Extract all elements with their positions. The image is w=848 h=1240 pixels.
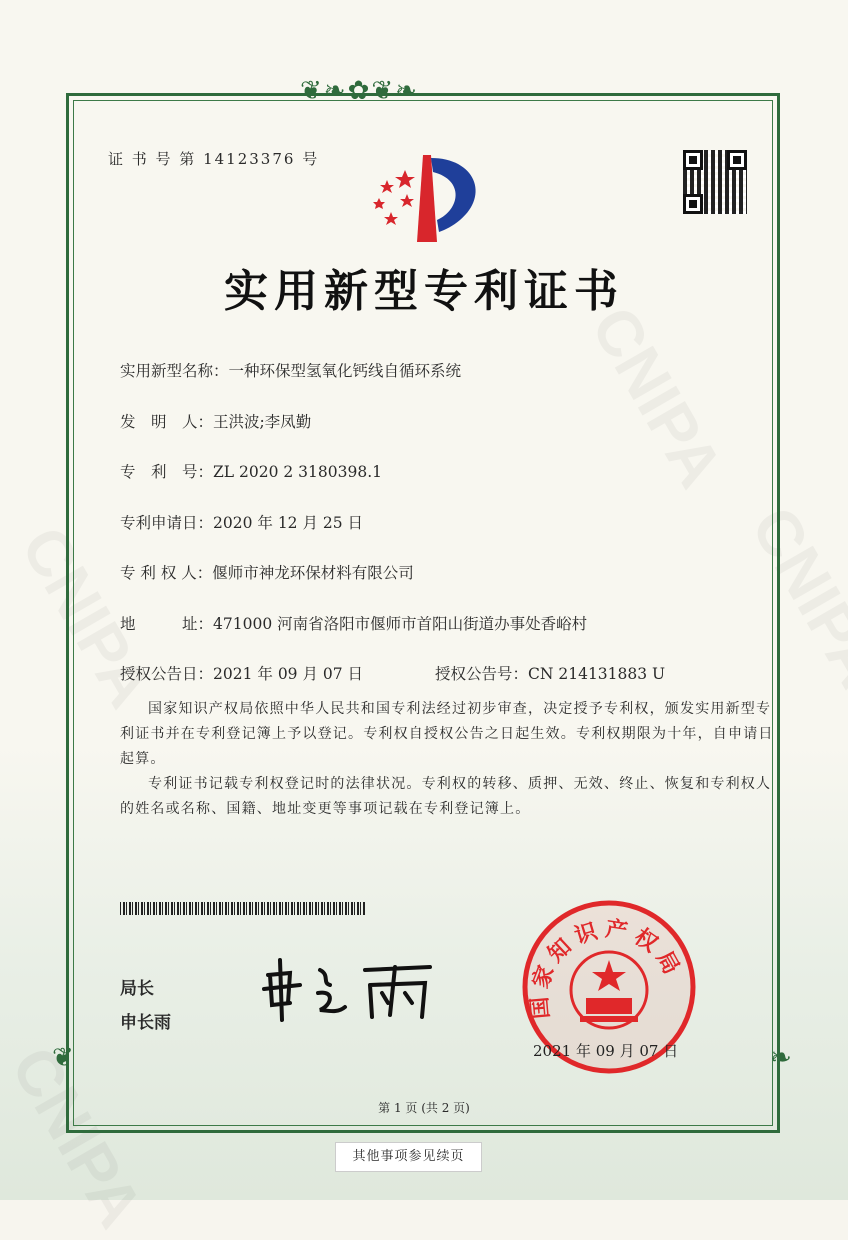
field-label: 专 利 号： <box>120 463 214 481</box>
field-value: 王洪波;李凤勤 <box>213 413 312 431</box>
field-value: 2020 年 12 月 25 日 <box>213 514 364 532</box>
field-grant-number <box>435 662 665 684</box>
paragraph-grant-statement: 国家知识产权局依照中华人民共和国专利法经过初步审查，决定授予专利权，颁发实用新型专利证书并在专利登记簿上予以登记。专利权自授权公告之日起生效。专利权期限为十年，自申请日起算。 <box>120 701 774 767</box>
corner-ornament-icon: ❦ <box>52 1043 74 1073</box>
field-label: 实用新型名称： <box>120 362 229 380</box>
field-utility-model-name <box>120 359 461 381</box>
page-number: 第 1 页 (共 2 页) <box>378 1101 470 1115</box>
continued-note: 其他事项参见续页 <box>335 1142 482 1172</box>
director-signature <box>260 955 440 1025</box>
field-filing-date <box>120 511 363 533</box>
field-label: 地 址： <box>120 615 214 633</box>
top-ornament-icon: ❦❧✿❦❧ <box>300 76 419 106</box>
corner-ornament-icon: ❧ <box>770 1043 792 1073</box>
field-label: 发 明 人： <box>120 413 214 431</box>
certificate-number: 证 书 号 第 14123376 号 <box>108 150 320 168</box>
director-title: 局长 <box>120 979 154 999</box>
field-patent-number <box>120 460 382 482</box>
field-label: 专利申请日： <box>120 514 214 532</box>
field-label: 专 利 权 人： <box>120 564 213 582</box>
seal-date: 2021 年 09 月 07 日 <box>533 1042 679 1060</box>
field-value: 一种环保型氢氧化钙线自循环系统 <box>228 362 462 380</box>
qr-code <box>683 150 747 214</box>
barcode <box>120 902 365 915</box>
field-label: 授权公告日： <box>120 665 214 683</box>
seal-text: 国家知识产权局 <box>526 915 688 1020</box>
certificate-title: 实用新型专利证书 <box>224 266 624 317</box>
field-grant-date <box>120 662 363 684</box>
field-inventor <box>120 410 311 432</box>
field-value: 偃师市神龙环保材料有限公司 <box>212 564 414 582</box>
director-name: 申长雨 <box>120 1013 171 1033</box>
field-value: ZL 2020 2 3180398.1 <box>213 463 382 481</box>
field-value: CN 214131883 U <box>528 665 666 683</box>
field-label: 授权公告号： <box>435 665 529 683</box>
field-value: 2021 年 09 月 07 日 <box>213 665 364 683</box>
paragraph-legal-status: 专利证书记载专利权登记时的法律状况。专利权的转移、质押、无效、终止、恢复和专利权人的姓名或名称、国籍、地址变更等事项记载在专利登记簿上。 <box>120 776 772 817</box>
field-value: 471000 河南省洛阳市偃师市首阳山街道办事处香峪村 <box>213 615 588 633</box>
field-patentee <box>120 561 414 583</box>
cnipa-logo-icon <box>365 150 490 245</box>
field-address <box>120 612 587 634</box>
